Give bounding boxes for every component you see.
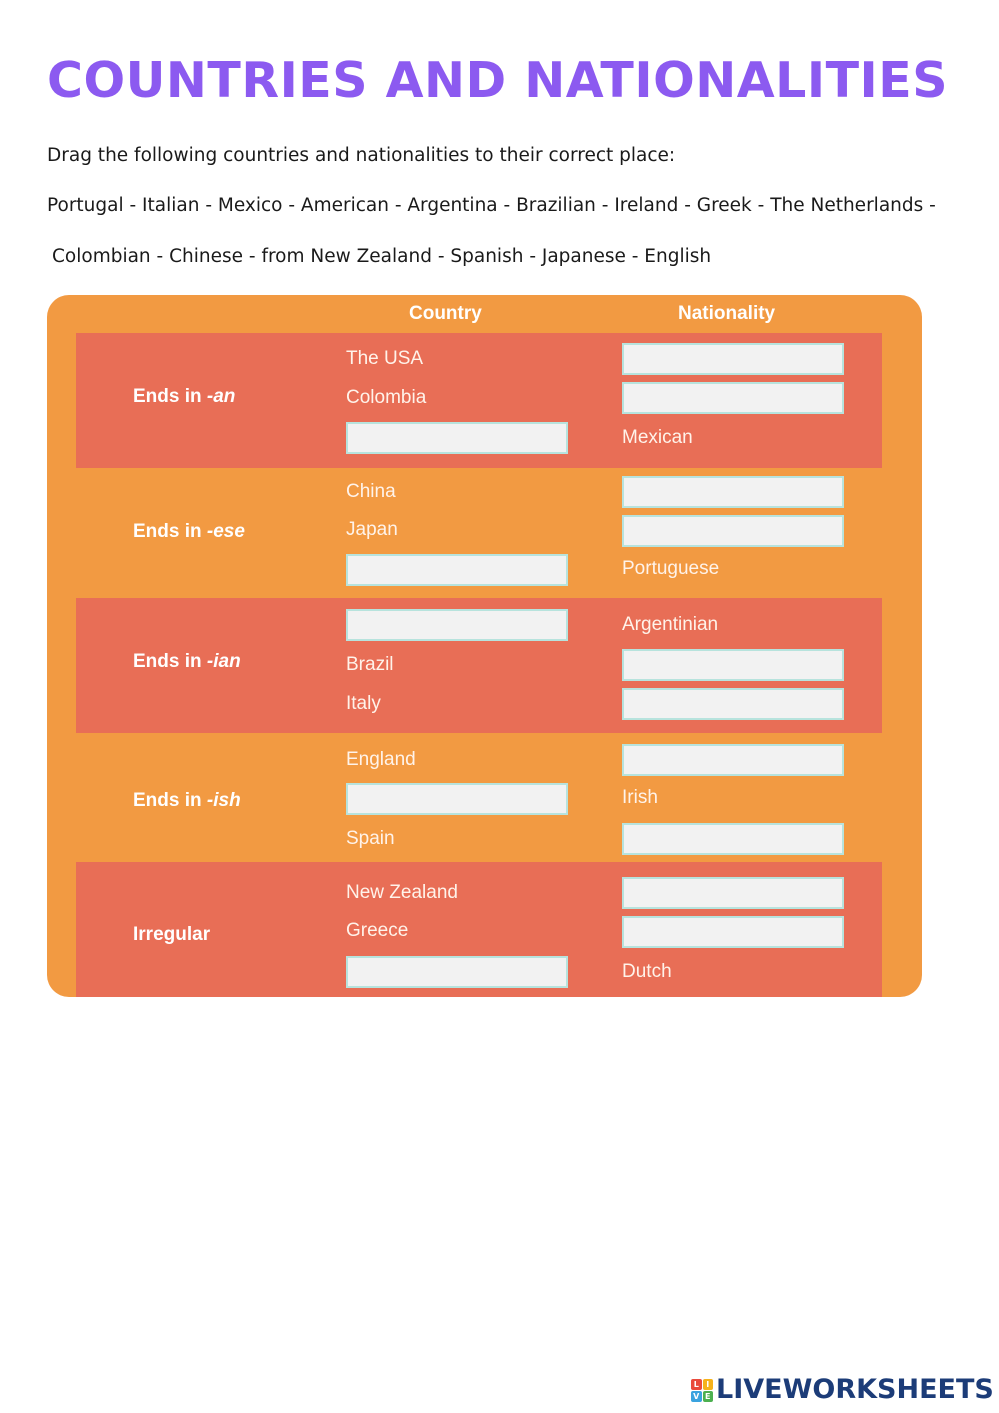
word-bank-line-1: Portugal - Italian - Mexico - American - Argentina - Brazilian - Ireland - Greek - The Netherlands - (47, 195, 936, 216)
country-cell: England (346, 749, 416, 770)
nationality-cell: Portuguese (622, 558, 720, 579)
nationality-table (47, 295, 922, 997)
country-cell: Japan (346, 519, 398, 540)
nationality-drop-zone[interactable] (622, 744, 844, 776)
header-country: Country (409, 303, 482, 324)
instruction-text: Drag the following countries and nationalities to their correct place: (47, 145, 676, 166)
country-cell: China (346, 481, 396, 502)
group-label-ese: Ends in -ese (133, 521, 245, 542)
country-drop-zone[interactable] (346, 554, 568, 586)
country-drop-zone[interactable] (346, 783, 568, 815)
nationality-drop-zone[interactable] (622, 476, 844, 508)
nationality-drop-zone[interactable] (622, 515, 844, 547)
nationality-cell: Mexican (622, 427, 693, 448)
nationality-drop-zone[interactable] (622, 382, 844, 414)
nationality-cell: Irish (622, 787, 658, 808)
nationality-drop-zone[interactable] (622, 688, 844, 720)
nationality-drop-zone[interactable] (622, 877, 844, 909)
header-nationality: Nationality (678, 303, 776, 324)
nationality-drop-zone[interactable] (622, 823, 844, 855)
group-label-ian: Ends in -ian (133, 651, 241, 672)
group-label-irregular: Irregular (133, 924, 211, 945)
country-cell: Colombia (346, 387, 427, 408)
country-cell: The USA (346, 348, 424, 369)
nationality-drop-zone[interactable] (622, 649, 844, 681)
country-drop-zone[interactable] (346, 609, 568, 641)
nationality-cell: Dutch (622, 961, 672, 982)
nationality-cell: Argentinian (622, 614, 719, 635)
group-label-ish: Ends in -ish (133, 790, 241, 811)
word-bank-line-2: Colombian - Chinese - from New Zealand - Spanish - Japanese - English (52, 246, 712, 267)
country-cell: New Zealand (346, 882, 458, 903)
group-label-an: Ends in -an (133, 386, 236, 407)
logo-text: LIVEWORKSHEETS (716, 1374, 994, 1405)
nationality-drop-zone[interactable] (622, 916, 844, 948)
country-cell: Spain (346, 828, 395, 849)
page-title: COUNTRIES AND NATIONALITIES (47, 52, 949, 109)
country-cell: Italy (346, 693, 381, 714)
country-drop-zone[interactable] (346, 422, 568, 454)
country-cell: Brazil (346, 654, 394, 675)
nationality-drop-zone[interactable] (622, 343, 844, 375)
country-cell: Greece (346, 920, 409, 941)
liveworksheets-logo (691, 1374, 994, 1405)
country-drop-zone[interactable] (346, 956, 568, 988)
logo-squares-icon: L I V E (691, 1379, 713, 1401)
